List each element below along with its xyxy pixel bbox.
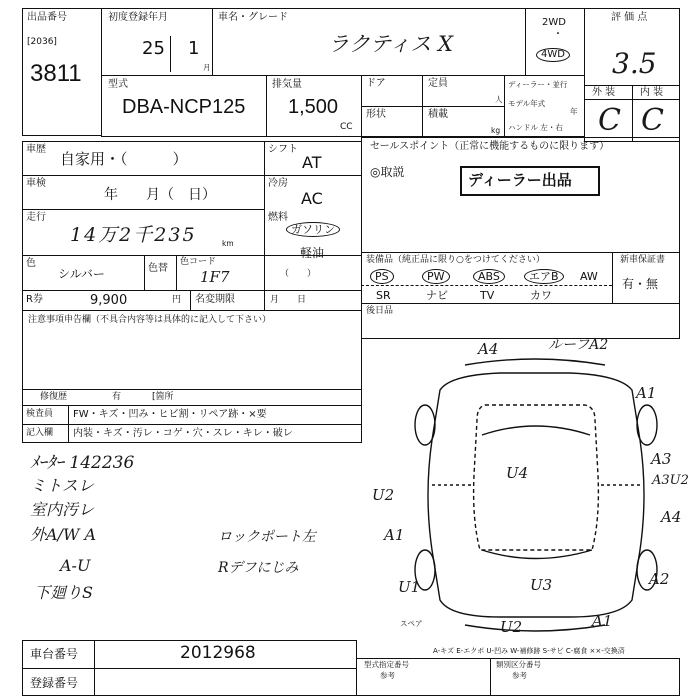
model-name: ラクティス X xyxy=(328,32,453,56)
month-unit: 月 xyxy=(203,63,211,72)
equipment-label: 装備品（純正品に限り○をつけてください） xyxy=(366,255,545,265)
history-label: 車歴 xyxy=(26,144,46,155)
displacement-label: 排気量 xyxy=(272,79,302,90)
repair-place: [箇所 xyxy=(152,392,174,402)
recycle-unit: 円 xyxy=(172,295,182,305)
inspector-row2: 内装・キズ・汚レ・コゲ・穴・スレ・キレ・破レ xyxy=(73,428,293,439)
insurance-value: 月 日 xyxy=(270,295,307,305)
model-year-label: モデル年式 xyxy=(508,99,546,108)
displacement-unit: CC xyxy=(340,122,353,132)
interior-label: 内 装 xyxy=(640,87,664,98)
equip-navi: ナビ xyxy=(426,289,448,302)
color-change-label: 色替 xyxy=(148,263,168,274)
model-label: 車名・グレード xyxy=(218,12,288,23)
mark-u3: U3 xyxy=(530,576,553,594)
type-designation-label: 型式指定番号 xyxy=(364,660,409,669)
sales-label: セールスポイント（正常に機能するものに限ります） xyxy=(370,141,610,152)
capacity-label: 定員 xyxy=(428,78,448,89)
mileage-unit: km xyxy=(222,239,234,248)
hand-note-right1: ロックポート左 xyxy=(218,529,316,545)
score-value: 3.5 xyxy=(612,47,657,80)
color-code-label: 色コード xyxy=(180,257,217,267)
shape-label: 形状 xyxy=(366,109,386,120)
type-value: DBA-NCP125 xyxy=(122,96,246,118)
mark-u2-left: U2 xyxy=(372,486,395,504)
fuel-diesel: 軽油 xyxy=(300,246,325,260)
first-reg-month: 1 xyxy=(188,38,200,59)
capacity-unit: 人 xyxy=(495,95,503,104)
chassis-label: 車台番号 xyxy=(30,647,79,661)
fuel-label: 燃料 xyxy=(268,212,288,223)
mark-roof-a2: ルーフA2 xyxy=(548,337,609,353)
mark-u1: U1 xyxy=(398,578,421,596)
class-label: 類別区分番号 xyxy=(496,660,541,669)
equip-abs: ABS xyxy=(473,269,505,284)
lot-label: 出品番号 xyxy=(27,12,67,23)
fuel-paren: （ ） xyxy=(280,269,317,279)
door-label: ドア xyxy=(366,78,386,89)
repair-label: 修復歴 xyxy=(40,392,68,402)
drive-2wd: 2WD xyxy=(542,17,566,28)
aftermarket-box xyxy=(361,303,680,339)
drive-4wd: 4WD xyxy=(536,48,570,62)
mark-spare: スペア xyxy=(400,619,423,628)
sales-manual: ◎取説 xyxy=(370,165,405,179)
inspector-label1: 検査員 xyxy=(26,409,54,419)
auction-sheet: 出品番号 [2036] 3811 初度登録年月 25 1 月 車名・グレード ラクティス X 2WD ・ 4WD 評 価 点 3.5 外 装 内 装 C C 型式 DBA-NCP125 排気量 1,500 CC ドア 定員 人 形状 積載 kg ディーラー・並行 モデル年式 年 ハンドル 左・右 車歴 自家用・（ ） シフト AT 車検 年 月（ 日） 冷房 AC 走行 14万2千235 km 燃料 ガソリン 軽油 （ ） 色 シルバー 色替 色コード 1F7 R券 9,900 円 名変期限 月 日 セールスポイント（正常に機能するものに限ります） ◎取説 ディーラー出品 装備品（純正品に限り○をつけてください） 新車保証書 有・無 PS PW ABS エアB AW SR ナビ TV カワ 後日品 注意事項申告欄（不具合内容等は具体的に記入して下さい） 修復歴 有 [箇所 検査員 記入欄 FW・キズ・凹み・ヒビ割・リペア跡・×要 内装・キズ・汚レ・コゲ・穴・スレ・キレ・破レ ﾒｰﾀｰ 142236 ミトスレ 室内汚レ 外A/W A A-U 下廻りS ロックポート左 Rデフにじみ A4 ルーフA2 A1 A3 A3U2 A4 A2 U2 U4 U2 A1 U1 U3 A1 スペア A-キズ E-エクボ U-凹み W-補修跡 S-サビ C-腐食 ××-交換済 車台番号 2012968 登録番号 型式指定番号 参考 類別区分番号 参考 xyxy=(0,0,700,700)
interior-grade: C xyxy=(641,103,664,138)
hand-line1: ﾒｰﾀｰ 142236 xyxy=(30,453,135,473)
score-label: 評 価 点 xyxy=(611,12,648,23)
load-label: 積載 xyxy=(428,109,448,120)
equip-ps: PS xyxy=(370,269,394,284)
displacement-value: 1,500 xyxy=(288,96,339,118)
damage-legend: A-キズ E-エクボ U-凹み W-補修跡 S-サビ C-腐食 ××-交換済 xyxy=(433,647,625,655)
mark-u4: U4 xyxy=(506,464,529,482)
mark-a1-bottom: A1 xyxy=(592,612,613,630)
exterior-grade: C xyxy=(598,103,621,138)
lot-number: 3811 xyxy=(30,60,82,87)
equip-tv: TV xyxy=(480,289,495,302)
mark-a4-top: A4 xyxy=(478,340,499,358)
year-unit: 年 xyxy=(570,107,578,116)
inspection-value: 年 月（ 日） xyxy=(104,187,216,203)
hand-line4: 外A/W A xyxy=(30,525,97,544)
inspector-label2: 記入欄 xyxy=(26,428,54,438)
chassis-value: 2012968 xyxy=(180,643,256,663)
recycle-value: 9,900 xyxy=(90,293,128,308)
reg-label: 登録番号 xyxy=(30,676,79,690)
mark-a2-right: A2 xyxy=(649,570,670,588)
shift-value: AT xyxy=(302,153,322,172)
mark-a4-right: A4 xyxy=(661,508,682,526)
hand-line3: 室内汚レ xyxy=(30,500,95,519)
mark-a1-left: A1 xyxy=(384,526,405,544)
recycle-label: R券 xyxy=(26,294,43,305)
equip-leather: カワ xyxy=(530,289,552,302)
mark-a3: A3 xyxy=(651,450,672,468)
shift-label: シフト xyxy=(268,144,298,155)
lot-sub: [2036] xyxy=(27,37,57,47)
first-reg-year: 25 xyxy=(142,38,165,59)
load-unit: kg xyxy=(491,126,501,135)
mark-a3u2: A3U2 xyxy=(652,473,689,488)
equip-aw: AW xyxy=(580,270,598,283)
type-label: 型式 xyxy=(108,79,128,90)
color-label: 色 xyxy=(26,258,36,269)
equip-pw: PW xyxy=(422,269,450,284)
hand-note-right2: Rデフにじみ xyxy=(218,560,299,576)
handle-label: ハンドル 左・右 xyxy=(508,123,563,132)
first-reg-label: 初度登録年月 xyxy=(108,12,168,23)
inspector-row1: FW・キズ・凹み・ヒビ割・リペア跡・×要 xyxy=(73,409,267,420)
class-ref: 参考 xyxy=(512,671,527,680)
hand-line5: A-U xyxy=(60,556,91,575)
warranty-value: 有・無 xyxy=(622,277,659,291)
dealer-stamp-text: ディーラー出品 xyxy=(468,171,572,189)
equip-airbag: エアB xyxy=(524,269,564,284)
mark-u2-bottom: U2 xyxy=(500,618,523,636)
equip-sr: SR xyxy=(376,289,391,302)
mileage-value: 14万2千235 xyxy=(70,224,197,246)
color-value: シルバー xyxy=(58,267,105,281)
dealer-label: ディーラー・並行 xyxy=(508,80,568,89)
type-designation-ref: 参考 xyxy=(380,671,395,680)
aftermarket-label: 後日品 xyxy=(366,306,394,316)
fuel-gas: ガソリン xyxy=(286,222,340,237)
inspection-label: 車検 xyxy=(26,178,46,189)
warranty-label: 新車保証書 xyxy=(620,255,666,265)
notes-label: 注意事項申告欄（不具合内容等は具体的に記入して下さい） xyxy=(28,315,272,325)
insurance-label: 名変期限 xyxy=(195,294,235,305)
mileage-label: 走行 xyxy=(26,212,46,223)
exterior-label: 外 装 xyxy=(592,87,616,98)
ac-value: AC xyxy=(301,189,323,208)
mark-a1-right: A1 xyxy=(636,384,657,402)
history-value: 自家用・（ ） xyxy=(60,150,188,168)
repair-value: 有 xyxy=(112,392,122,402)
hand-line6: 下廻りS xyxy=(34,583,93,602)
hand-line2: ミトスレ xyxy=(30,476,94,495)
ac-label: 冷房 xyxy=(268,178,288,189)
color-code-value: 1F7 xyxy=(200,268,230,286)
